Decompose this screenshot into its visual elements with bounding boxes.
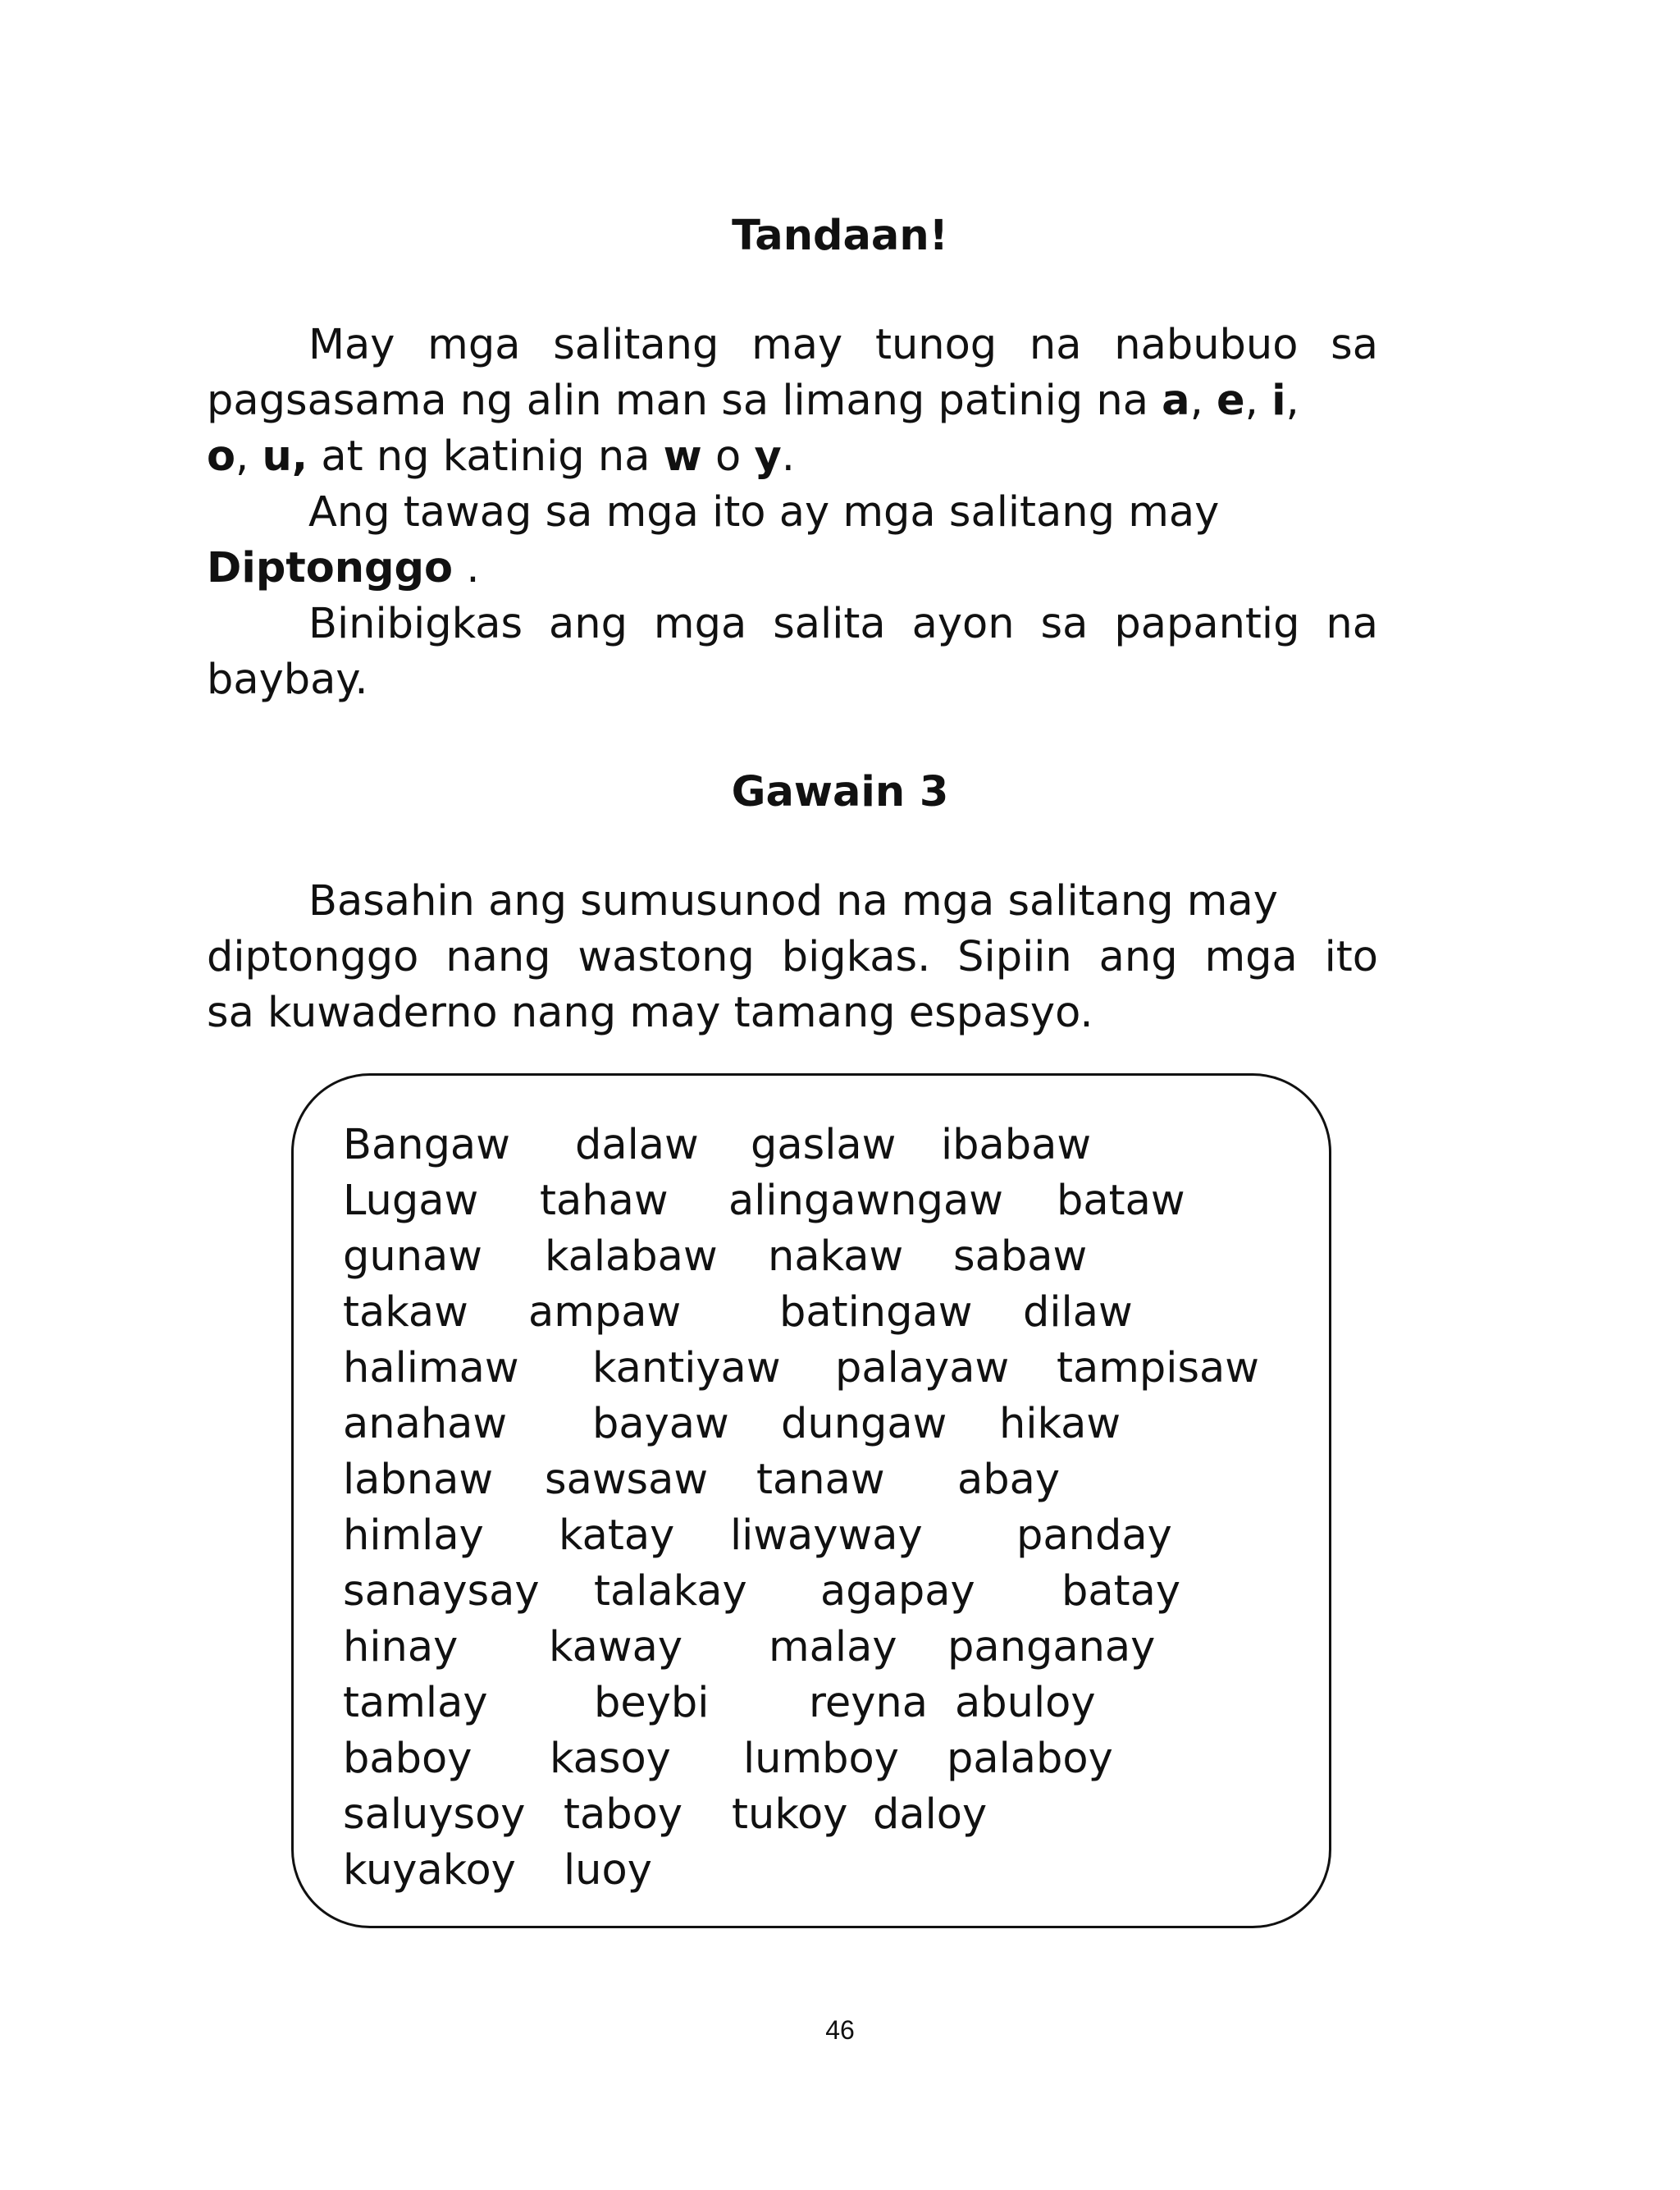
gawain-line-1: Basahin ang sumusunod na mga salitang may <box>308 877 1278 926</box>
consonant-w: w <box>663 432 702 481</box>
vowel-i: i <box>1271 377 1286 425</box>
word-item: taboy <box>564 1790 683 1839</box>
word-item: takaw <box>343 1288 468 1337</box>
word-item: lumboy <box>743 1735 899 1783</box>
tandaan-line-1: May mga salitang may tunog na nabubuo sa <box>308 321 1378 369</box>
word-item: hikaw <box>999 1400 1121 1448</box>
word-item: luoy <box>564 1846 652 1895</box>
word-item: hinay <box>343 1623 459 1671</box>
tandaan-line-7: baybay. <box>207 656 368 704</box>
gawain-heading: Gawain 3 <box>731 768 949 816</box>
word-item: malay <box>769 1623 897 1671</box>
word-item: anahaw <box>343 1400 508 1448</box>
consonant-y: y <box>754 432 782 481</box>
word-item: nakaw <box>768 1232 904 1281</box>
page-number: 46 <box>825 2015 855 2045</box>
tandaan-line-2-text: pagsasama ng alin man sa limang patinig na <box>207 377 1162 425</box>
tandaan-line-5 <box>207 541 1378 597</box>
diptonggo-term: Diptonggo <box>207 544 454 592</box>
word-item: saluysoy <box>343 1790 526 1839</box>
word-item: kaway <box>549 1623 683 1671</box>
vowel-a: a <box>1162 377 1190 425</box>
word-item: tukoy <box>732 1790 848 1839</box>
tandaan-line-2 <box>207 373 1378 429</box>
tandaan-line-3 <box>207 429 1378 485</box>
word-item: bayaw <box>592 1400 729 1448</box>
word-item: baboy <box>343 1735 472 1783</box>
word-item: palaboy <box>947 1735 1113 1783</box>
word-item: tamlay <box>343 1679 488 1727</box>
tandaan-line-5-end: . <box>453 544 480 592</box>
separator: , <box>235 432 262 481</box>
word-item: Lugaw <box>343 1177 479 1225</box>
word-item: abay <box>957 1456 1061 1504</box>
word-item: beybi <box>594 1679 710 1727</box>
word-item: batay <box>1061 1567 1181 1616</box>
word-item: bataw <box>1057 1177 1185 1225</box>
word-item: panday <box>1016 1511 1172 1560</box>
word-item: labnaw <box>343 1456 494 1504</box>
word-item: gunaw <box>343 1232 482 1281</box>
word-item: palayaw <box>835 1344 1010 1392</box>
word-item: katay <box>559 1511 675 1560</box>
vowel-u: u, <box>262 432 308 481</box>
tandaan-line-6: Binibigkas ang mga salita ayon sa papantig na <box>308 600 1378 648</box>
word-item: tanaw <box>756 1456 885 1504</box>
word-item: kasoy <box>550 1735 671 1783</box>
word-item: talakay <box>594 1567 747 1616</box>
word-item: dungaw <box>781 1400 947 1448</box>
tandaan-line-4: Ang tawag sa mga ito ay mga salitang may <box>308 488 1220 537</box>
word-item: agapay <box>820 1567 975 1616</box>
word-item: abuloy <box>955 1679 1096 1727</box>
tandaan-paragraph <box>207 318 1378 708</box>
word-item: tampisaw <box>1057 1344 1260 1392</box>
word-item: panganay <box>947 1623 1156 1671</box>
word-item: gaslaw <box>751 1121 897 1169</box>
word-item: sawsaw <box>545 1456 709 1504</box>
gawain-line-2: diptonggo nang wastong bigkas. Sipiin ang mga ito <box>207 933 1378 981</box>
word-item: batingaw <box>779 1288 973 1337</box>
word-item: kantiyaw <box>592 1344 781 1392</box>
tandaan-line-3-text: at ng katinig na <box>308 432 664 481</box>
word-item: ibabaw <box>941 1121 1092 1169</box>
word-item: halimaw <box>343 1344 519 1392</box>
separator: , <box>1285 377 1299 425</box>
word-item: sabaw <box>953 1232 1088 1281</box>
tandaan-heading: Tandaan! <box>732 212 948 260</box>
word-item: kuyakoy <box>343 1846 516 1895</box>
gawain-line-3: sa kuwaderno nang may tamang espasyo. <box>207 989 1093 1037</box>
word-item: kalabaw <box>545 1232 718 1281</box>
word-item: sanaysay <box>343 1567 540 1616</box>
tandaan-line-3-or: o <box>701 432 755 481</box>
word-item: dalaw <box>575 1121 699 1169</box>
tandaan-line-3-period: . <box>781 432 795 481</box>
separator: , <box>1189 377 1217 425</box>
vowel-e: e <box>1217 377 1245 425</box>
word-item: daloy <box>873 1790 988 1839</box>
word-item: dilaw <box>1023 1288 1133 1337</box>
separator: , <box>1244 377 1272 425</box>
word-item: himlay <box>343 1511 484 1560</box>
word-item: alingawngaw <box>728 1177 1003 1225</box>
word-item: Bangaw <box>343 1121 510 1169</box>
vowel-o: o <box>207 432 236 481</box>
word-item: ampaw <box>528 1288 682 1337</box>
word-item: reyna <box>809 1679 928 1727</box>
word-item: tahaw <box>540 1177 669 1225</box>
word-item: liwayway <box>730 1511 923 1560</box>
gawain-paragraph <box>207 874 1378 1041</box>
